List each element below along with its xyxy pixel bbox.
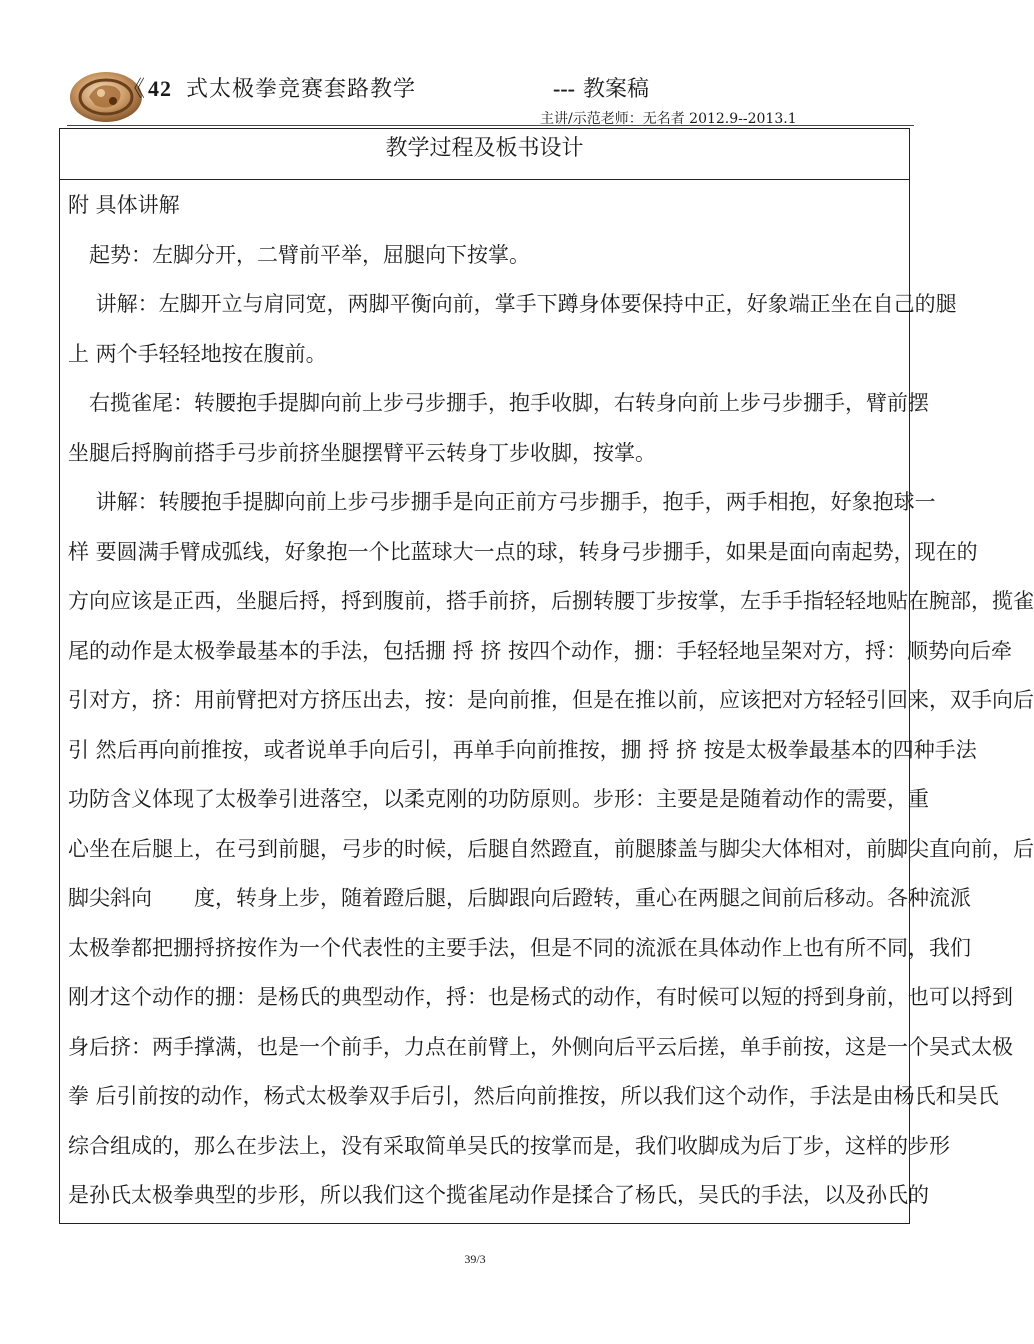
header-dash: --- — [553, 76, 575, 101]
text-line: 方向应该是正西，坐腿后捋，捋到腹前，搭手前挤，后捌转腰丁步按掌，左手手指轻轻地贴在腕部，揽雀 — [68, 589, 1034, 613]
text-line: 讲解：左脚开立与肩同宽，两脚平衡向前，掌手下蹲身体要保持中正，好象端正坐在自己的腿 — [68, 292, 957, 316]
text-line: 综合组成的，那么在步法上，没有采取简单吴氏的按掌而是，我们收脚成为后丁步，这样的步形 — [68, 1133, 950, 1158]
text-line: 太极拳都把掤捋挤按作为一个代表性的主要手法，但是不同的流派在具体动作上也有所不同，我们 — [68, 935, 971, 960]
header-doc-type-text: 教案稿 — [582, 77, 649, 102]
header-title — [148, 72, 416, 103]
text-line: 右揽雀尾：转腰抱手提脚向前上步弓步掤手，抱手收脚，右转身向前上步弓步掤手，臂前摆 — [68, 391, 929, 415]
header-doc-type — [553, 72, 649, 103]
text-line: 尾的动作是太极拳最基本的手法，包括掤 捋 挤 按四个动作，掤：手轻轻地呈架对方，捋：顺势向后牵 — [68, 638, 1013, 663]
page-number: 39/3 — [464, 1252, 486, 1266]
header-divider — [67, 125, 914, 126]
text-line: 引 然后再向前推按，或者说单手向后引，再单手向前推按，掤 捋 挤 按是太极拳最基本的四种手法 — [68, 737, 977, 762]
text-line: 是孙氏太极拳典型的步形，所以我们这个揽雀尾动作是揉合了杨氏，吴氏的手法，以及孙氏的 — [68, 1183, 929, 1207]
text-line: 坐腿后捋胸前搭手弓步前挤坐腿摆臂平云转身丁步收脚，按掌。 — [68, 440, 656, 465]
text-line: 讲解：转腰抱手提脚向前上步弓步掤手是向正前方弓步掤手，抱手，两手相抱，好象抱球一 — [68, 490, 936, 514]
text-line: 功防含义体现了太极拳引进落空，以柔克刚的功防原则。步形：主要是是随着动作的需要，重 — [68, 787, 929, 811]
content-body — [68, 181, 1034, 1221]
text-line: 样 要圆满手臂成弧线，好象抱一个比蓝球大一点的球，转身弓步掤手，如果是面向南起势，现在的 — [68, 539, 978, 564]
text-line: 引对方，挤：用前臂把对方挤压出去，按：是向前推，但是在推以前，应该把对方轻轻引回来，双手向后 — [68, 688, 1034, 712]
content-box — [59, 128, 1034, 1224]
text-line: 拳 后引前按的动作，杨式太极拳双手后引，然后向前推按，所以我们这个动作，手法是由杨氏和吴氏 — [68, 1084, 999, 1108]
text-line: 上 两个手轻轻地按在腹前。 — [68, 341, 327, 366]
text-line: 脚尖斜向 度，转身上步，随着蹬后腿，后脚跟向后蹬转，重心在两腿之间前后移动。各种流派 — [68, 886, 971, 910]
header-number: 42 — [148, 76, 172, 101]
text-line: 刚才这个动作的掤：是杨氏的典型动作，捋：也是杨式的动作，有时候可以短的捋到身前，也可以捋到 — [68, 985, 1013, 1009]
text-line: 心坐在后腿上，在弓到前腿，弓步的时候，后腿自然蹬直，前腿膝盖与脚尖大体相对，前脚尖直向前，后 — [68, 836, 1034, 861]
header-bracket: 《 — [123, 77, 146, 102]
text-line: 起势：左脚分开，二臂前平举，屈腿向下按掌。 — [68, 242, 530, 267]
text-line: 附 具体讲解 — [68, 193, 180, 217]
header-title-text: 式太极拳竞赛套路教学 — [186, 77, 417, 102]
header-subtitle: 主讲/示范老师：无名者 2012.9--2013.1 — [540, 111, 797, 127]
section-title: 教学过程及板书设计 — [60, 129, 909, 180]
text-line: 身后挤：两手撑满，也是一个前手，力点在前臂上，外侧向后平云后搓，单手前按，这是一个吴式太极 — [68, 1034, 1013, 1059]
